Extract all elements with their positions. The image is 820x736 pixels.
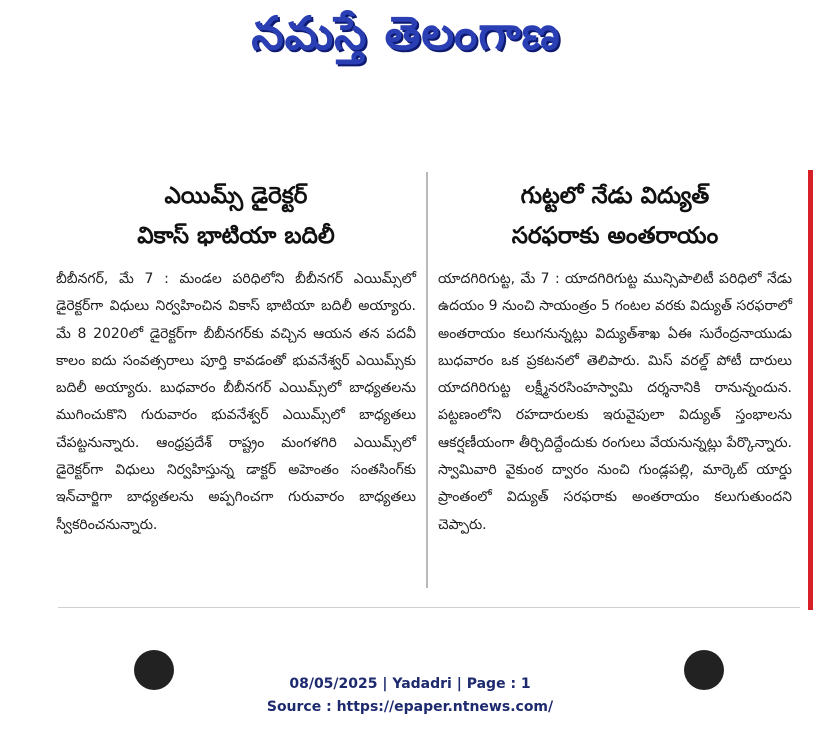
- bottom-rule: [58, 607, 800, 608]
- article-body: బీబీనగర్, మే 7 : మండల పరిధిలోని బీబీనగర్ ఎయిమ్స్‌లో డైరెక్టర్‌గా విధులు నిర్వహించిన వికాస్ భాటియా బదిలీ అయ్యారు. మే 8 2020లో డైరెక్టర్‌గా బీబీనగర్‌కు వచ్చిన ఆయన తన పదవీ కాలం ఐదు సంవత్సరాలు పూర్తి కావడంతో భువనేశ్వర్ ఎయిమ్స్‌కు బదిలీ అయ్యారు. బుధవారం బీబీనగర్ ఎయిమ్స్‌లో బాధ్యతలను ముగించుకొని గురువారం భువనేశ్వర్ ఎయిమ్స్‌లో బాధ్యతలు చేపట్టనున్నారు. ఆంధ్రప్రదేశ్ రాష్ట్రం మంగళగిరి ఎయిమ్స్‌లో డైరెక్టర్‌గా విధులు నిర్వహిస్తున్న డాక్టర్ అహెంతం సంతసింగ్‌కు ఇన్‌చార్జిగా బాధ్యతలను అప్పగించగా గురువారం బాధ్యతలు స్వీకరించనున్నారు.: [56, 271, 416, 533]
- source-link[interactable]: Source : https://epaper.ntnews.com/: [266, 699, 554, 715]
- accent-bar: [808, 170, 813, 610]
- newspaper-masthead-logo: నమస్తే తెలంగాణ: [251, 6, 561, 60]
- edition-info: 08/05/2025 | Yadadri | Page : 1: [289, 676, 531, 692]
- column-divider: [426, 172, 428, 588]
- article-body: యాదగిరిగుట్ట, మే 7 : యాదగిరిగుట్ట మున్సిపాలిటీ పరిధిలో నేడు ఉదయం 9 నుంచి సాయంత్రం 5 గంటల వరకు విద్యుత్ సరఫరాలో అంతరాయం కలుగనున్నట్లు విద్యుత్‌శాఖ ఏఈ సురేంద్రనాయుడు బుధవారం ఒక ప్రకటనలో తెలిపారు. మిస్ వరల్డ్ పోటీ దారులు యాదగిరిగుట్ట లక్ష్మీనరసింహస్వామి దర్శనానికి రానున్నందున. పట్టణంలోని రహదారులకు ఇరువైపులా విద్యుత్ స్తంభాలను ఆకర్షణీయంగా తీర్చిదిద్దేందుకు రంగులు వేయనున్నట్లు పేర్కొన్నారు. స్వామివారి వైకుంఠ ద్వారం నుంచి గుండ్లపల్లి, మార్కెట్ యార్డు ప్రాంతంలో విద్యుత్ సరఫరాకు అంతరాయం కలుగుతుందని చెప్పారు.: [438, 271, 792, 533]
- headline-line-1: ఎయిమ్స్ డైరెక్టర్: [164, 183, 308, 209]
- headline-line-2: సరఫరాకు అంతరాయం: [511, 223, 719, 249]
- article-aiims-director: [56, 176, 416, 539]
- article-power-outage: [438, 176, 792, 539]
- headline-line-2: వికాస్ భాటియా బదిలీ: [137, 223, 335, 249]
- article-headline: [56, 176, 416, 256]
- headline-line-1: గుట్టలో నేడు విద్యుత్: [520, 183, 710, 209]
- article-headline: [438, 176, 792, 256]
